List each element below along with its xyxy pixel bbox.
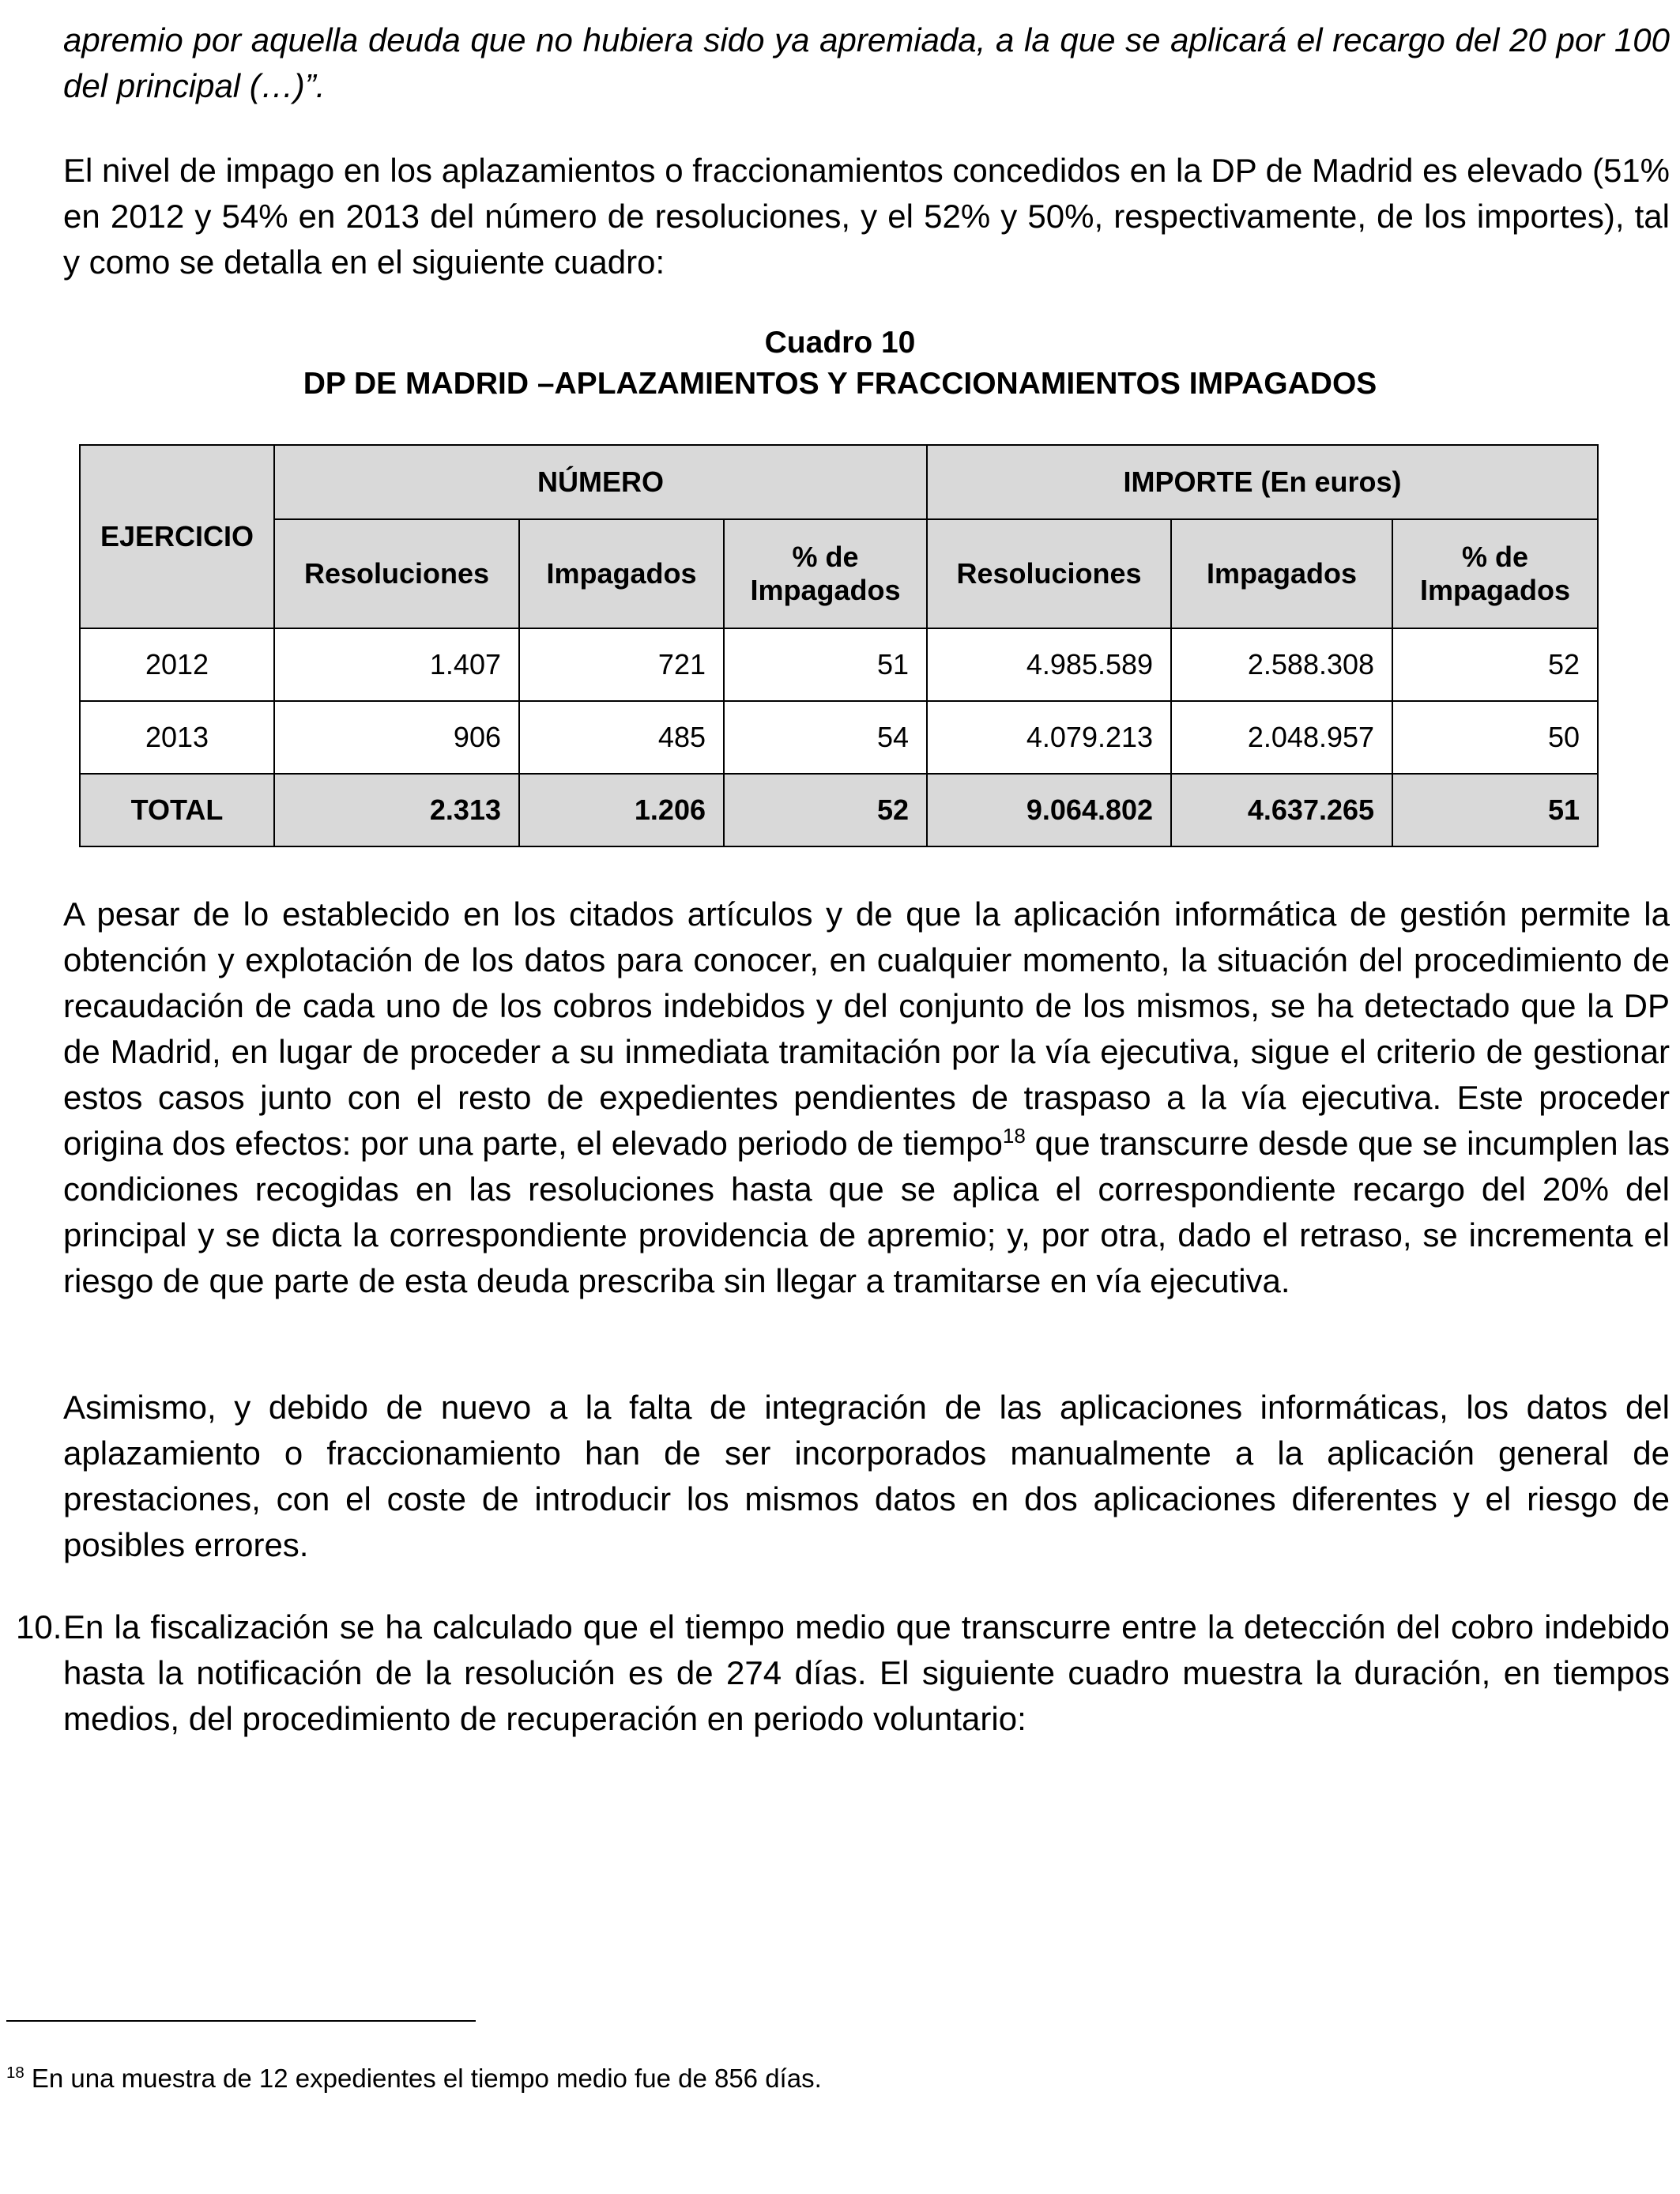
cell-num-pct: 51 — [724, 628, 927, 701]
footnote — [6, 2061, 822, 2096]
quote-paragraph: apremio por aquella deuda que no hubiera sido ya apremiada, a la que se aplicará el recargo del 20 por 100 del principal (…)”. — [63, 21, 1670, 104]
table-total-row — [80, 774, 1598, 846]
pesar-paragraph — [63, 892, 1670, 1304]
header-ejercicio: EJERCICIO — [80, 445, 274, 628]
impagados-table — [79, 444, 1599, 847]
table-row — [80, 701, 1598, 774]
cell-imp-impagados: 2.048.957 — [1171, 701, 1392, 774]
cell-num-resoluciones: 1.407 — [274, 628, 519, 701]
footnote-separator — [6, 2020, 476, 2022]
footnote-text: En una muestra de 12 expedientes el tiempo medio fue de 856 días. — [24, 2064, 822, 2093]
cell-total-num-pct: 52 — [724, 774, 927, 846]
cell-total-imp-resoluciones: 9.064.802 — [927, 774, 1171, 846]
cell-ejercicio: 2013 — [80, 701, 274, 774]
header-imp-resoluciones: Resoluciones — [927, 519, 1171, 628]
item10-paragraph: En la fiscalización se ha calculado que el tiempo medio que transcurre entre la detección del cobro indebido hasta la notificación de la resolución es de 274 días. El siguiente cuadro muestra la duración, en tiempos medios, del procedimiento de recuperación en periodo voluntario: — [63, 1608, 1670, 1737]
cell-total-num-resoluciones: 2.313 — [274, 774, 519, 846]
cell-total-imp-impagados: 4.637.265 — [1171, 774, 1392, 846]
footnote-ref[interactable]: 18 — [1002, 1124, 1026, 1148]
pesar-text-2: que transcurre desde que se incumplen las condiciones recogidas en las resoluciones hasta que se aplica el correspondiente recargo del 20% del principal y se dicta la correspondiente providencia de apremio; y, por otra, dado el retraso, se incrementa el riesgo de que parte de esta deuda prescriba sin llegar a tramitarse en vía ejecutiva. — [63, 1125, 1670, 1299]
cell-num-impagados: 485 — [519, 701, 724, 774]
header-num-resoluciones: Resoluciones — [274, 519, 519, 628]
header-imp-impagados: Impagados — [1171, 519, 1392, 628]
pesar-text-1: A pesar de lo establecido en los citados artículos y de que la aplicación informática de gestión permite la obtención y explotación de los datos para conocer, en cualquier momento, la situación del procedimiento de recaudación de cada uno de los cobros indebidos y del conjunto de los mismos, se ha detectado que la DP de Madrid, en lugar de proceder a su inmediata tramitación por la vía ejecutiva, sigue el criterio de gestionar estos casos junto con el resto de expedientes pendientes de traspaso a la vía ejecutiva. Este proceder origina dos efectos: por una parte, el elevado periodo de tiempo — [63, 895, 1670, 1162]
cell-imp-resoluciones: 4.079.213 — [927, 701, 1171, 774]
header-imp-pct: % de Impagados — [1392, 519, 1598, 628]
cell-num-resoluciones: 906 — [274, 701, 519, 774]
table-caption-number: Cuadro 10 — [764, 326, 916, 360]
cell-total-label: TOTAL — [80, 774, 274, 846]
header-num-pct: % de Impagados — [724, 519, 927, 628]
cell-imp-impagados: 2.588.308 — [1171, 628, 1392, 701]
cell-ejercicio: 2012 — [80, 628, 274, 701]
header-group-numero: NÚMERO — [274, 445, 927, 519]
header-num-impagados: Impagados — [519, 519, 724, 628]
cell-num-impagados: 721 — [519, 628, 724, 701]
cell-imp-pct: 50 — [1392, 701, 1598, 774]
footnote-number: 18 — [6, 2064, 24, 2082]
cell-imp-resoluciones: 4.985.589 — [927, 628, 1171, 701]
cell-imp-pct: 52 — [1392, 628, 1598, 701]
header-group-importe: IMPORTE (En euros) — [927, 445, 1598, 519]
table-caption-title: DP DE MADRID –APLAZAMIENTOS Y FRACCIONAMIENTOS IMPAGADOS — [303, 367, 1377, 401]
cell-total-imp-pct: 51 — [1392, 774, 1598, 846]
cell-num-pct: 54 — [724, 701, 927, 774]
cell-total-num-impagados: 1.206 — [519, 774, 724, 846]
impago-paragraph: El nivel de impago en los aplazamientos o fraccionamientos concedidos en la DP de Madrid es elevado (51% en 2012 y 54% en 2013 del número de resoluciones, y el 52% y 50%, respectivamente, de los importes), tal y como se detalla en el siguiente cuadro: — [63, 152, 1670, 281]
asimismo-paragraph: Asimismo, y debido de nuevo a la falta de integración de las aplicaciones informáticas, los datos del aplazamiento o fraccionamiento han de ser incorporados manualmente a la aplicación general de prestaciones, con el coste de introducir los mismos datos en dos aplicaciones diferentes y el riesgo de posibles errores. — [63, 1389, 1670, 1563]
table-row — [80, 628, 1598, 701]
item-number: 10. — [16, 1608, 62, 1646]
